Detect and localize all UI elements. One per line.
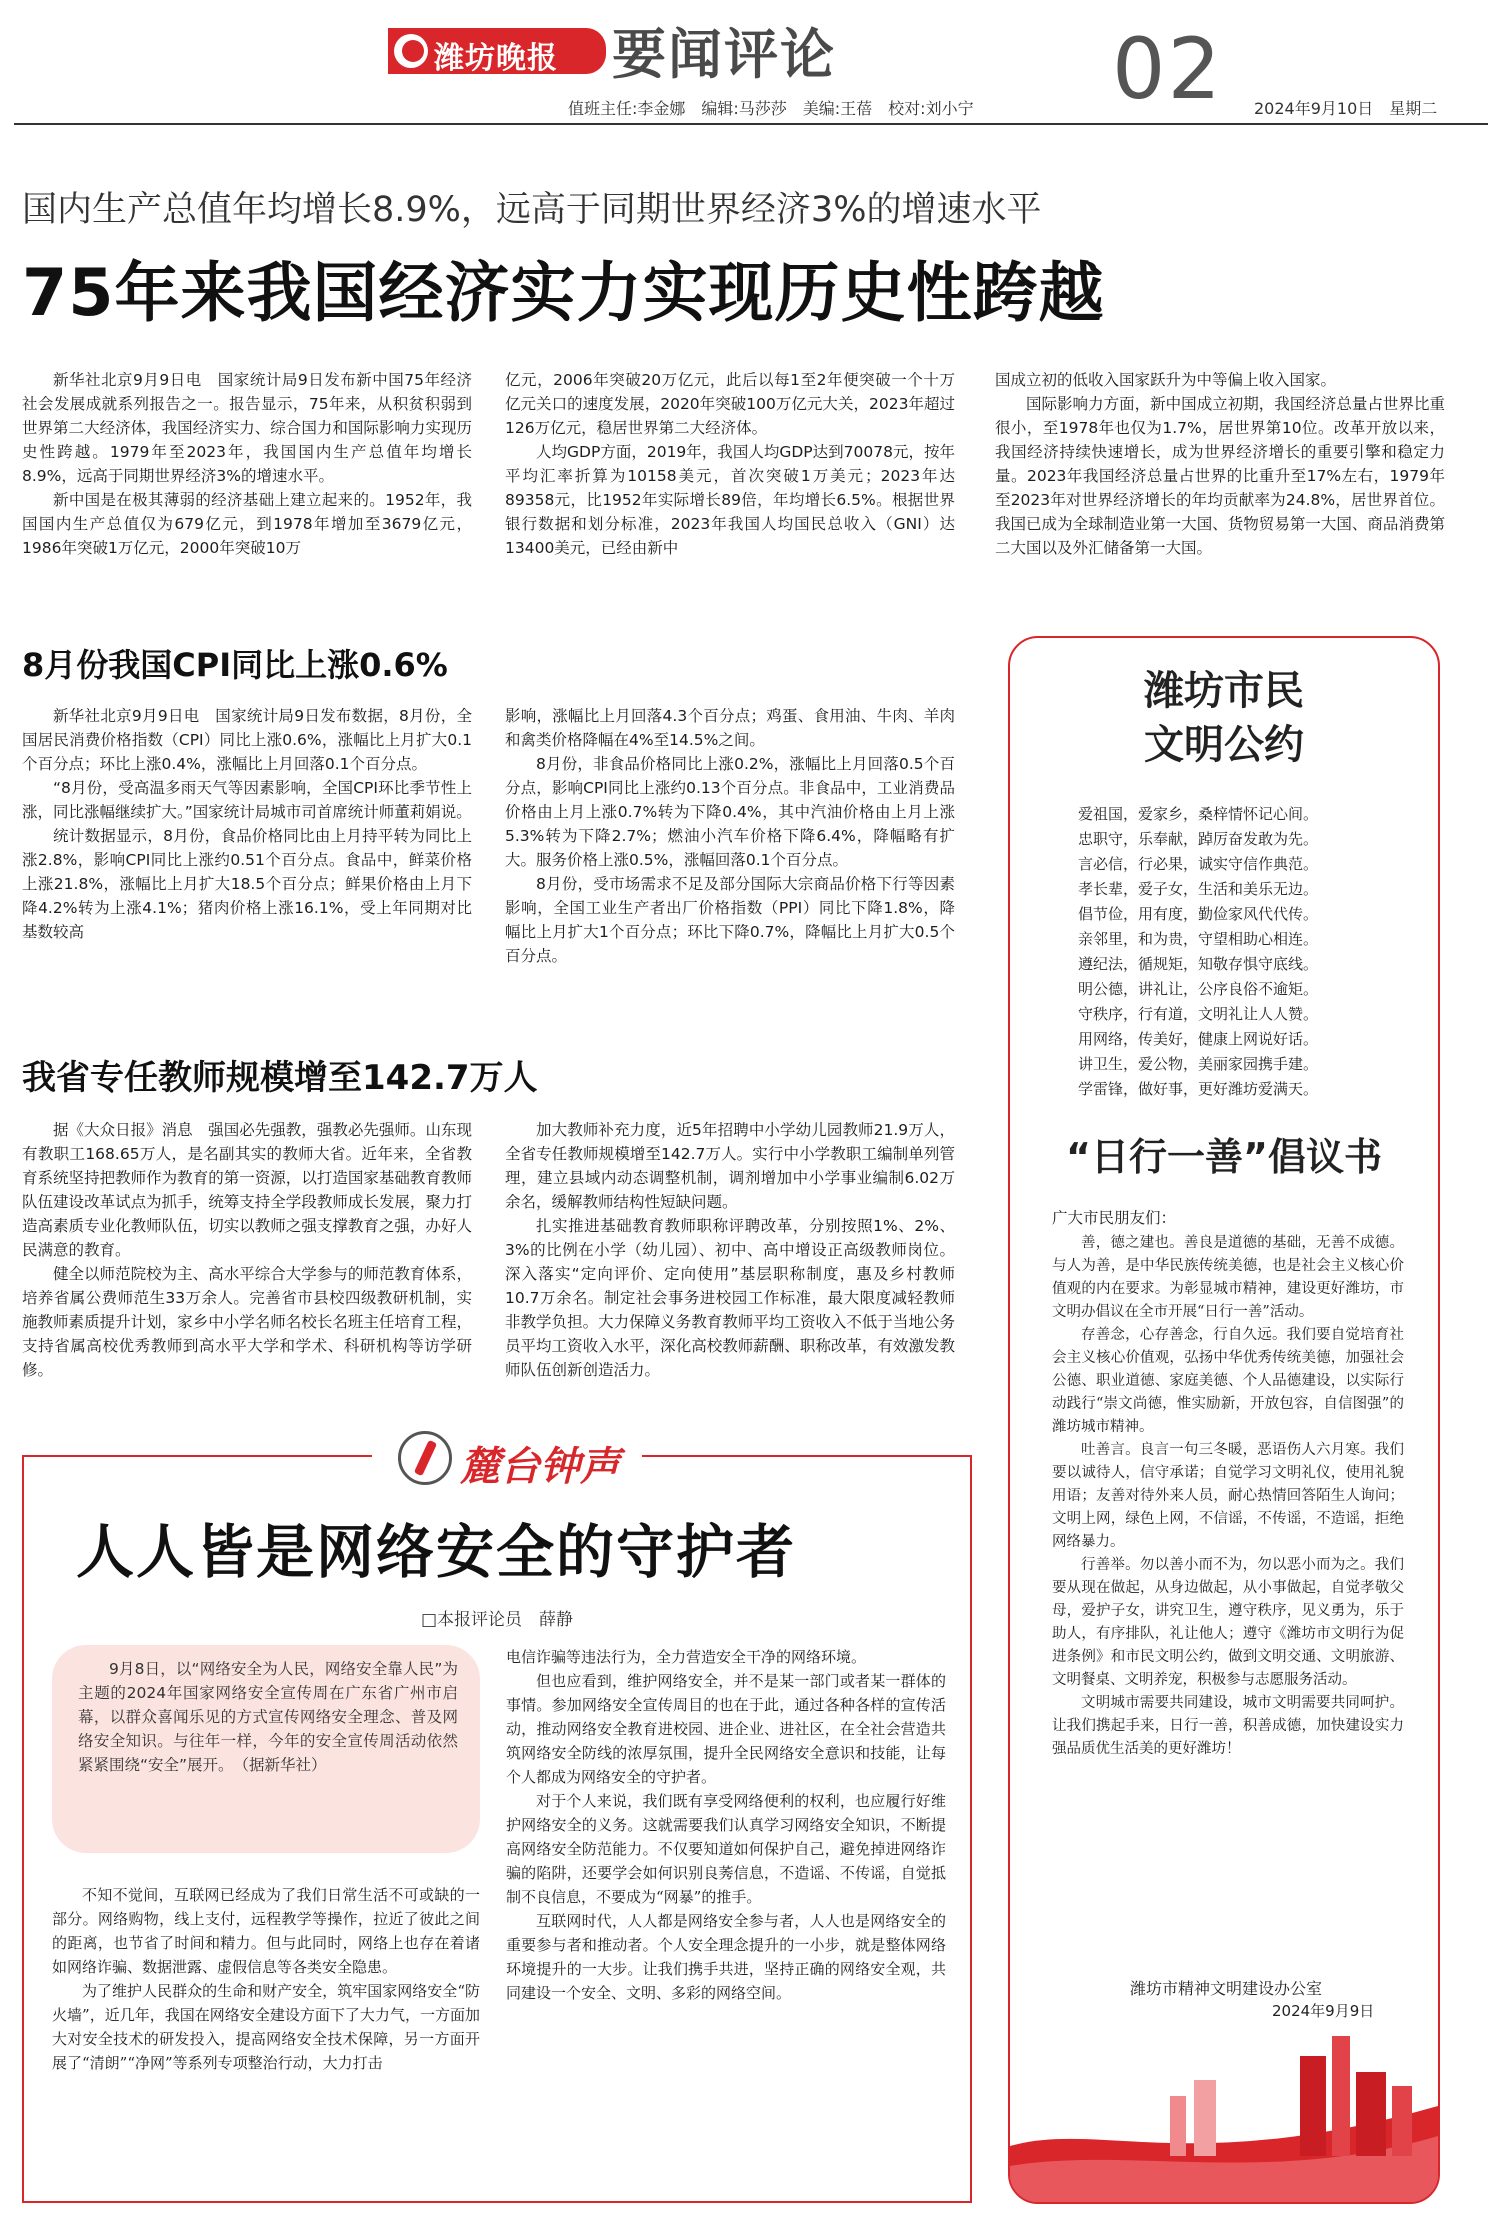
convention-line: 守秩序，行有道，文明礼让人人赞。 xyxy=(1078,1005,1319,1023)
proposal-title: “日行一善”倡议书 xyxy=(1066,1135,1382,1179)
commentary-paragraph: 不知不觉间，互联网已经成为了我们日常生活不可或缺的一部分。网络购物，线上支付，远程教学等操作，拉近了彼此之间的距离，也节省了时间和精力。但与此同时，网络上也存在着诸如网络诈骗、数据泄露、虚假信息等各类安全隐患。 xyxy=(52,1886,480,1976)
convention-line: 遵纪法，循规矩，知敬存惧守底线。 xyxy=(1078,955,1319,973)
convention-line: 言必信，行必果，诚实守信作典范。 xyxy=(1078,855,1319,873)
sidebar-panel xyxy=(1008,636,1440,2204)
article3-paragraph: 加大教师补充力度，近5年招聘中小学幼儿园教师21.9万人，全省专任教师规模增至142.7万人。实行中小学教职工编制单列管理，建立县域内动态调整机制，调剂增加中小学事业编制6.02万余名，缓解教师结构性短缺问题。 xyxy=(505,1121,955,1211)
kite-mark xyxy=(1356,2042,1384,2070)
column-banner xyxy=(372,1429,642,1489)
paper-name: 潍坊晚报 xyxy=(434,41,558,76)
article2-paragraph: 新华社北京9月9日电 国家统计局9日发布数据，8月份，全国居民消费价格指数（CPI）同比上涨0.6%，涨幅比上月扩大0.1个百分点；环比上涨0.4%，涨幅比上月回落0.1个百分点。 xyxy=(22,707,472,773)
swirl-icon-inner xyxy=(402,40,424,62)
tower-4 xyxy=(1392,2086,1412,2156)
tower-6 xyxy=(1194,2080,1216,2156)
commentary-paragraph: 对于个人来说，我们既有享受网络便利的权利，也应履行好维护网络安全的义务。这就需要我们认真学习网络安全知识，不断提高网络安全防范能力。不仅要知道如何保护自己，避免掉进网络诈骗的陷阱，还要学会如何识别良莠信息，不造谣、不传谣，自觉抵制不良信息，不要成为“网暴”的推手。 xyxy=(506,1792,946,1906)
convention-list xyxy=(1078,802,1378,1102)
convention-line: 讲卫生，爱公物，美丽家园携手建。 xyxy=(1078,1055,1319,1073)
convention-line: 学雷锋，做好事，更好潍坊爱满天。 xyxy=(1078,1080,1319,1098)
commentary-right-col xyxy=(506,1645,946,2005)
byline-prefix: □本报评论员 xyxy=(420,1610,523,1630)
convention-line: 明公德，讲礼让，公序良俗不逾矩。 xyxy=(1078,980,1319,998)
article1-col2 xyxy=(505,368,955,560)
proposal-body xyxy=(1052,1232,1404,1761)
tower-3 xyxy=(1356,2072,1386,2156)
commentary-paragraph: 为了维护人民群众的生命和财产安全，筑牢国家网络安全“防火墙”，近几年，我国在网络安全建设方面下了大力气，一方面加大对安全技术的研发投入，提高网络安全技术保障，另一方面开展了“清朗”“净网”等系列专项整治行动，大力打击 xyxy=(52,1982,480,2072)
proposal-salutation: 广大市民朋友们： xyxy=(1052,1209,1177,1227)
article1-col3 xyxy=(995,368,1445,560)
paper-logo xyxy=(388,28,606,74)
article1-paragraph: 亿元，2006年突破20万亿元，此后以每1至2年便突破一个十万亿元关口的速度发展，2020年突破100万亿元大关，2023年超过126万亿元，稳居世界第二大经济体。 xyxy=(505,371,955,437)
commentary-paragraph: 但也应看到，维护网络安全，并不是某一部门或者某一群体的事情。参加网络安全宣传周目的也在于此，通过各种各样的宣传活动，推动网络安全教育进校园、进企业、进社区，在全社会营造共筑网络安全防线的浓厚氛围，提升全民网络安全意识和技能，让每个人都成为网络安全的守护者。 xyxy=(506,1672,946,1786)
commentary-paragraph: 电信诈骗等违法行为，全力营造安全干净的网络环境。 xyxy=(506,1648,867,1666)
article2-paragraph: 影响，涨幅比上月回落4.3个百分点；鸡蛋、食用油、牛肉、羊肉和禽类价格降幅在4%至14.5%之间。 xyxy=(505,707,955,749)
proposal-paragraph: 存善念，心存善念，行自久远。我们要自觉培育社会主义核心价值观，弘扬中华优秀传统美德，加强社会公德、职业道德、家庭美德、个人品德建设，以实际行动践行“崇文尚德，惟实励新，开放包容，自信图强”的潍坊城市精神。 xyxy=(1052,1327,1404,1435)
proposal-date: 2024年9月9日 xyxy=(1272,2002,1375,2020)
convention-line: 亲邻里，和为贵，守望相助心相连。 xyxy=(1078,930,1319,948)
byline-author: 薛静 xyxy=(539,1610,574,1630)
article3-paragraph: 健全以师范院校为主、高水平综合大学参与的师范教育体系，培养省属公费师范生33万余人。完善省市县校四级教研机制，实施教师素质提升计划，家乡中小学名师名校长名班主任培育工程，支持省属高校优秀教师到高水平大学和学术、科研机构等访学研修。 xyxy=(22,1265,472,1379)
proposal-paragraph: 吐善言。良言一句三冬暖，恶语伤人六月寒。我们要以诚待人，信守承诺；自觉学习文明礼仪，使用礼貌用语；友善对待外来人员，耐心热情回答陌生人询问；文明上网，绿色上网，不信谣，不传谣，不造谣，拒绝网络暴力。 xyxy=(1052,1442,1404,1550)
article3-col2 xyxy=(505,1118,955,1382)
convention-line: 用网络，传美好，健康上网说好话。 xyxy=(1078,1030,1319,1048)
convention-line: 爱祖国，爱家乡，桑梓情怀记心间。 xyxy=(1078,805,1319,823)
commentary-paragraph: 互联网时代，人人都是网络安全参与者，人人也是网络安全的重要参与者和推动者。个人安全理念提升的一小步，就是整体网络环境提升的一大步。让我们携手共进，坚持正确的网络安全观，共同建设一个安全、文明、多彩的网络空间。 xyxy=(506,1912,946,2002)
convention-line: 忠职守，乐奉献，踔厉奋发敢为先。 xyxy=(1078,830,1319,848)
article3-paragraph: 扎实推进基础教育教师职称评聘改革，分别按照1%、2%、3%的比例在小学（幼儿园）、初中、高中增设正高级教师岗位。深入落实“定向评价、定向使用”基层职称制度，惠及乡村教师10.7万余名。制定社会事务进校园工作标准，最大限度减轻教师非教学负担。大力保障义务教育教师平均工资收入不低于当地公务员平均工资收入水平，深化高校教师薪酬、职称改革，有效激发教师队伍创新创造活力。 xyxy=(505,1217,955,1379)
commentary-box xyxy=(22,1443,972,2203)
pen-emblem-icon xyxy=(398,1431,452,1485)
article3-col1 xyxy=(22,1118,472,1382)
page-number: 02 xyxy=(1112,20,1223,118)
article1-paragraph: 国际影响力方面，新中国成立初期，我国经济总量占世界比重很小，至1978年也仅为1.7%，居世界第10位。改革开放以来，我国经济持续快速增长，成为世界经济增长的重要引擎和稳定力量。2023年我国经济总量占世界的比重升至17%左右，1979年至2023年对世界经济增长的年均贡献率为24.8%，居世界首位。我国已成为全球制造业第一大国、货物贸易第一大国、商品消费第二大国以及外汇储备第一大国。 xyxy=(995,395,1445,557)
sidebar-title-line1: 潍坊市民 xyxy=(1144,667,1304,714)
proposal-paragraph: 善，德之建也。善良是道德的基础，无善不成德。与人为善，是中华民族传统美德，也是社会主义核心价值观的内在要求。为彰显城市精神，建设更好潍坊，市文明办倡议在全市开展“日行一善”活动。 xyxy=(1052,1235,1404,1320)
convention-line: 孝长辈，爱子女，生活和美乐无边。 xyxy=(1078,880,1319,898)
section-title: 要闻评论 xyxy=(612,22,836,86)
article2-paragraph: 8月份，受市场需求不足及部分国际大宗商品价格下行等因素影响，全国工业生产者出厂价格指数（PPI）同比下降1.8%，降幅比上月扩大1个百分点；环比下降0.7%，降幅比上月扩大0.5个百分点。 xyxy=(505,875,955,965)
quote-text: 9月8日，以“网络安全为人民，网络安全靠人民”为主题的2024年国家网络安全宣传周在广东省广州市启幕，以群众喜闻乐见的方式宣传网络安全理念、普及网络安全知识。与往年一样，今年的安全宣传周活动依然紧紧围绕“安全”展开。 （据新华社） xyxy=(78,1660,458,1774)
proposal-signature: 潍坊市精神文明建设办公室 xyxy=(1130,1979,1323,1998)
article1-col1 xyxy=(22,368,472,560)
article2-paragraph: 8月份，非食品价格同比上涨0.2%，涨幅比上月回落0.5个百分点，影响CPI同比上涨约0.13个百分点。非食品中，工业消费品价格由上月上涨0.7%转为下降0.4%，其中汽油价格由上月上涨5.3%转为下降2.7%；燃油小汽车价格下降6.4%，降幅略有扩大。服务价格上涨0.5%，涨幅回落0.1个百分点。 xyxy=(505,755,955,869)
tower-5 xyxy=(1170,2096,1186,2156)
city-skyline-graphic xyxy=(1010,2026,1438,2204)
proposal-paragraph: 行善举。勿以善小而不为，勿以恶小而为之。我们要从现在做起，从身边做起，从小事做起，自觉孝敬父母，爱护子女，讲究卫生，遵守秩序，见义勇为，乐于助人，有序排队，礼让他人；遵守《潍坊市文明行为促进条例》和市民文明公约，做到文明交通、文明旅游、文明餐桌、文明养宠，积极参与志愿服务活动。 xyxy=(1052,1557,1404,1688)
brush-icon xyxy=(414,1440,437,1476)
article1-paragraph: 国成立初的低收入国家跃升为中等偏上收入国家。 xyxy=(995,371,1337,389)
sidebar-title xyxy=(1010,664,1438,772)
article1-paragraph: 新华社北京9月9日电 国家统计局9日发布新中国75年经济社会发展成就系列报告之一。报告显示，75年来，从积贫积弱到世界第二大经济体，我国经济实力、综合国力和国际影响力实现历史性跨越。1979年至2023年，我国国内生产总值年均增长8.9%，远高于同期世界经济3%的增速水平。 xyxy=(22,371,472,485)
quote-box xyxy=(52,1645,480,1853)
commentary-byline xyxy=(24,1605,970,1630)
article1-kicker: 国内生产总值年均增长8.9%，远高于同期世界经济3%的增速水平 xyxy=(22,190,1042,230)
staff-line: 值班主任:李金娜 编辑:马莎莎 美编:王蓓 校对:刘小宁 xyxy=(568,99,974,118)
article1-paragraph: 新中国是在极其薄弱的经济基础上建立起来的。1952年，我国国内生产总值仅为679亿元，到1978年增加至3679亿元，1986年突破1万亿元，2000年突破10万 xyxy=(22,491,472,557)
tower-2 xyxy=(1332,2036,1350,2156)
masthead xyxy=(0,0,1500,125)
article3-headline: 我省专任教师规模增至142.7万人 xyxy=(22,1058,538,1098)
article2-headline: 8月份我国CPI同比上涨0.6% xyxy=(22,646,448,684)
commentary-left-col xyxy=(52,1883,480,2075)
article1-paragraph: 人均GDP方面，2019年，我国人均GDP达到70078元，按年平均汇率折算为10158美元，首次突破1万美元；2023年达89358元，比1952年实际增长89倍，年均增长6.5%。根据世界银行数据和划分标准，2023年我国人均国民总收入（GNI）达13400美元，已经由新中 xyxy=(505,443,955,557)
convention-line: 倡节俭，用有度，勤俭家风代代传。 xyxy=(1078,905,1319,923)
masthead-rule xyxy=(14,123,1488,125)
sidebar-title-line2: 文明公约 xyxy=(1144,721,1304,768)
article2-col2 xyxy=(505,704,955,968)
tower-1 xyxy=(1300,2056,1326,2156)
proposal-paragraph: 文明城市需要共同建设，城市文明需要共同呵护。让我们携起手来，日行一善，积善成德，加快建设实力强品质优生活美的更好潍坊！ xyxy=(1052,1695,1404,1757)
article3-paragraph: 据《大众日报》消息 强国必先强教，强教必先强师。山东现有教职工168.65万人，是名副其实的教师大省。近年来，全省教育系统坚持把教师作为教育的第一资源，以打造国家基础教育教师队伍建设改革试点为抓手，统筹支持全学段教师成长发展，聚力打造高素质专业化教师队伍，切实以教师之强支撑教育之强，办好人民满意的教育。 xyxy=(22,1121,472,1259)
article1-headline: 75年来我国经济实力实现历史性跨越 xyxy=(22,256,1105,331)
column-name: 麓台钟声 xyxy=(460,1443,620,1490)
article2-col1 xyxy=(22,704,472,944)
commentary-headline: 人人皆是网络安全的守护者 xyxy=(76,1518,797,1586)
article2-paragraph: 统计数据显示，8月份，食品价格同比由上月持平转为同比上涨2.8%，影响CPI同比上涨约0.51个百分点。食品中，鲜菜价格上涨21.8%，涨幅比上月扩大18.5个百分点；鲜果价格由上月下降4.2%转为上涨4.1%；猪肉价格上涨16.1%，受上年同期对比基数较高 xyxy=(22,827,472,941)
article2-paragraph: “8月份，受高温多雨天气等因素影响，全国CPI环比季节性上涨，同比涨幅继续扩大。”国家统计局城市司首席统计师董莉娟说。 xyxy=(22,779,472,821)
issue-date: 2024年9月10日 星期二 xyxy=(1254,99,1438,118)
